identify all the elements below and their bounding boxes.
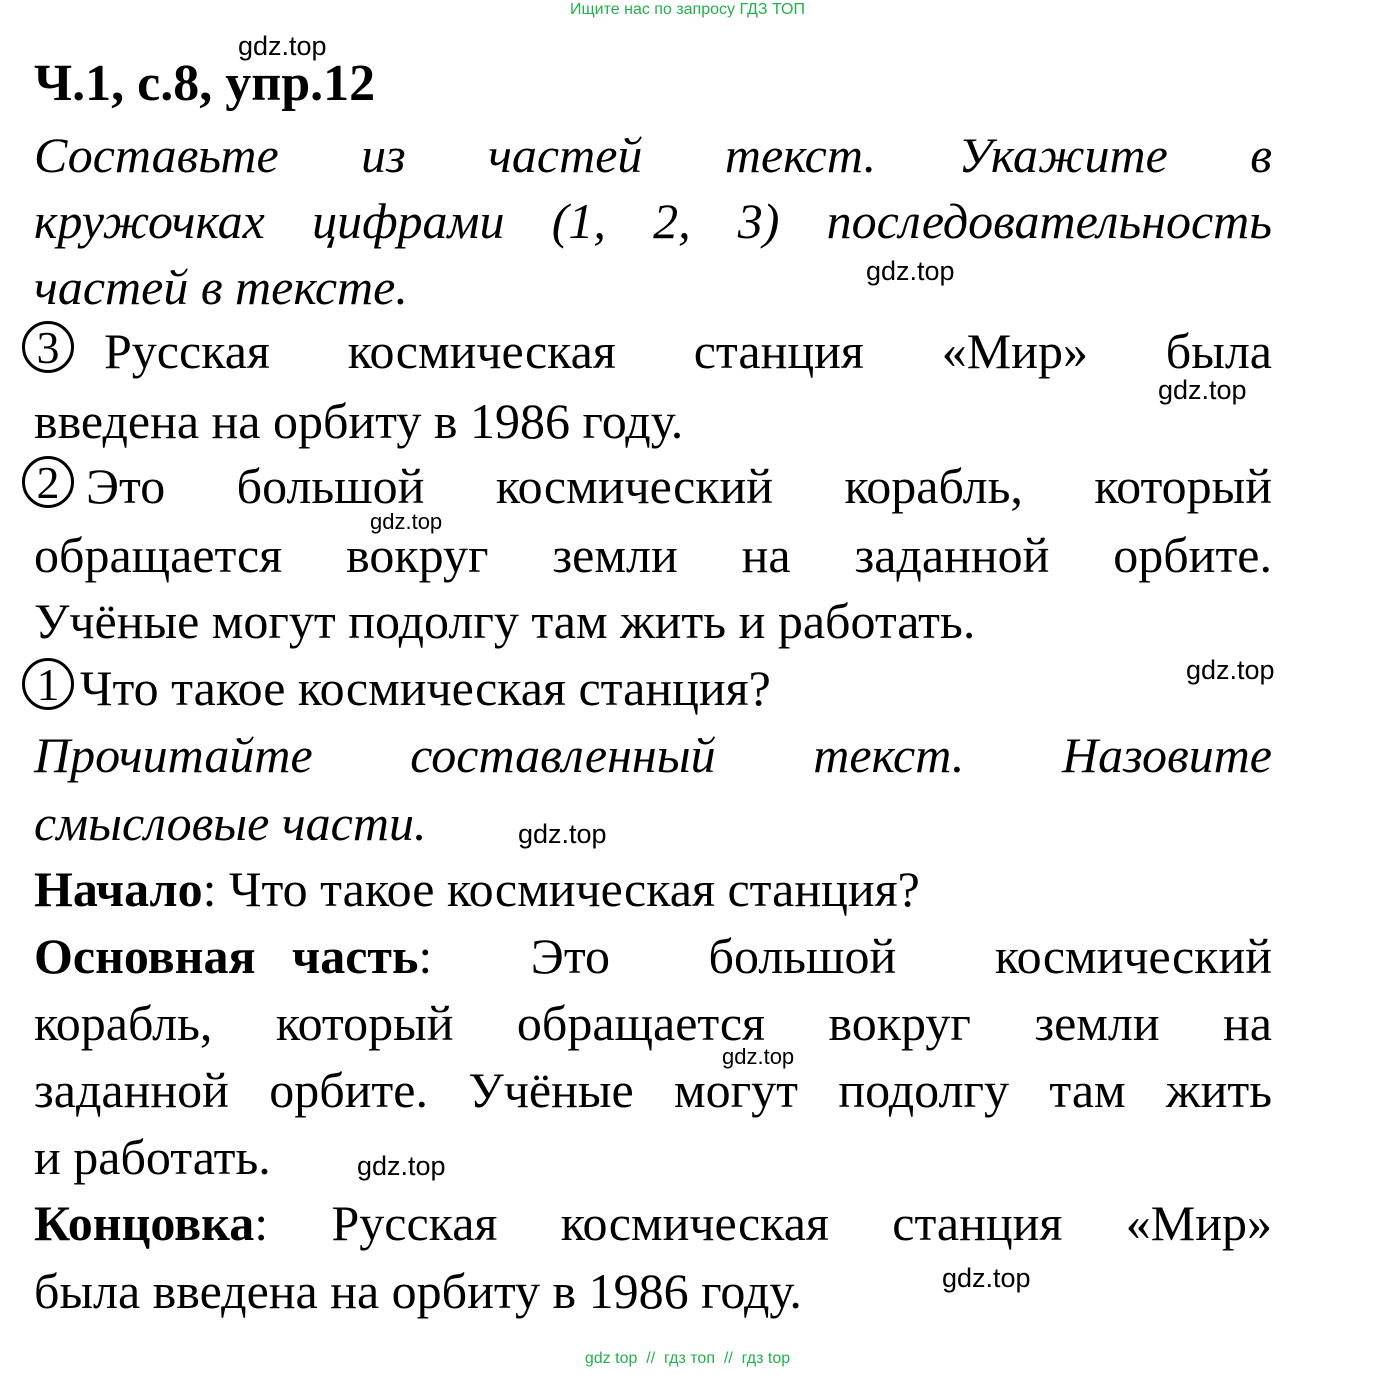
answer-end-line2: была введена на орбиту в 1986 году.	[34, 1263, 802, 1319]
answer-main-line4: и работать.	[34, 1129, 271, 1185]
watermark: gdz.top	[357, 1151, 446, 1181]
task1-line2: кружочках цифрами (1, 2, 3) последовательность	[34, 193, 1272, 249]
part-3-row	[22, 322, 1272, 379]
part-2-line2: обращается вокруг земли на заданной орбите.	[34, 527, 1272, 583]
part-1-line1: Что такое космическая станция?	[80, 660, 771, 716]
top-banner: Ищите нас по запросу ГДЗ ТОП	[570, 1, 805, 18]
watermark: gdz.top	[1186, 655, 1275, 685]
answer-end-line1: : Русская космическая станция «Мир»	[254, 1195, 1272, 1251]
part-1-row	[22, 659, 1272, 716]
answer-main-line2: корабль, который обращается вокруг земли на	[34, 995, 1272, 1051]
part-number-circle: 2	[22, 456, 74, 508]
watermark: gdz.top	[518, 819, 607, 849]
answer-end-label: Концовка	[34, 1195, 255, 1251]
bottom-banner: gdz top // гдз топ // гдз top	[584, 1350, 791, 1367]
answer-start	[34, 861, 1272, 917]
watermark: gdz.top	[370, 509, 443, 534]
watermark: gdz.top	[238, 31, 327, 61]
watermark: gdz.top	[866, 256, 955, 286]
task2-line2: смысловые части.	[34, 795, 427, 851]
answer-main-line3: заданной орбите. Учёные могут подолгу там жить	[34, 1062, 1272, 1118]
part-2-row	[22, 457, 1272, 514]
part-3-line2: введена на орбиту в 1986 году.	[34, 393, 684, 449]
watermark: gdz.top	[1158, 375, 1247, 405]
answer-main-line1: : Это большой космический	[418, 928, 1272, 984]
watermark: gdz.top	[722, 1044, 795, 1069]
answer-main-row	[34, 928, 1272, 984]
part-2-line3: Учёные могут подолгу там жить и работать.	[34, 593, 976, 649]
part-number-circle: 3	[22, 321, 74, 373]
part-number-circle: 1	[22, 658, 74, 710]
task1-line1: Составьте из частей текст. Укажите в	[34, 127, 1272, 183]
part-3-line1: Русская космическая станция «Мир» была	[104, 323, 1272, 379]
watermark: gdz.top	[942, 1263, 1031, 1293]
answer-main-label: Основная часть	[34, 928, 419, 984]
part-2-line1: Это большой космический корабль, который	[86, 458, 1272, 514]
answer-start-label: Начало	[34, 861, 203, 917]
task2-line1: Прочитайте составленный текст. Назовите	[34, 727, 1272, 783]
task1-line3: частей в тексте.	[34, 259, 408, 315]
answer-start-text: : Что такое космическая станция?	[202, 861, 920, 917]
answer-end-row	[34, 1195, 1272, 1251]
exercise-heading: Ч.1, с.8, упр.12	[34, 55, 376, 112]
